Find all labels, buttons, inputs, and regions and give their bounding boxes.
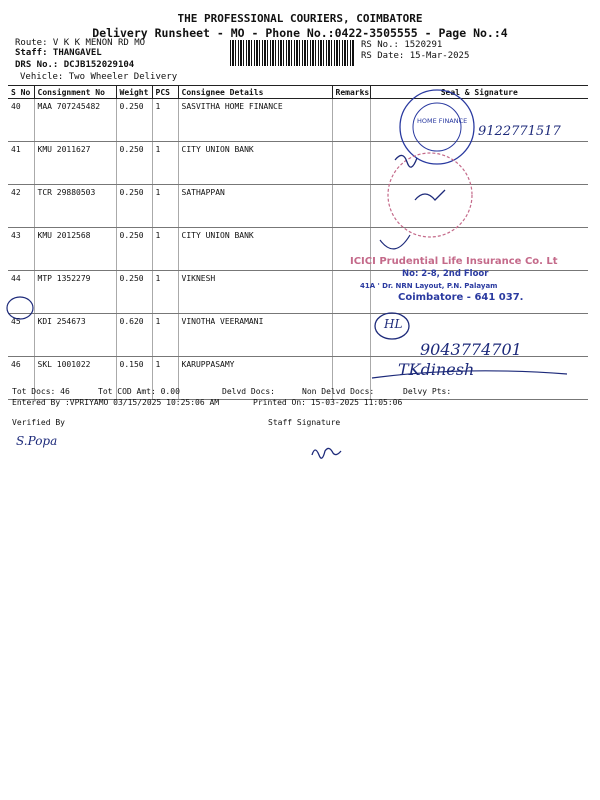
- handwritten-name: TKdinesh: [398, 360, 475, 379]
- cell-consignment: SKL 1001022: [34, 357, 116, 400]
- cell-consignment: KMU 2012568: [34, 228, 116, 271]
- col-sno: S No: [8, 86, 34, 99]
- entered-by: Entered By :VPRIYAMO 03/15/2025 10:25:06 AM: [12, 398, 220, 407]
- insurance-stamp-line3: 41A ' Dr. NRN Layout, P.N. Palayam: [360, 282, 498, 290]
- cell-pcs: 1: [152, 271, 178, 314]
- route-label: Route: V K K MENON RD MO: [15, 38, 146, 48]
- cell-weight: 0.250: [116, 185, 152, 228]
- handwritten-phone-2: 9043774701: [420, 340, 522, 359]
- cell-consignment: MTP 1352279: [34, 271, 116, 314]
- delvd-docs: Delvd Docs:: [222, 387, 275, 396]
- signature-scribble: [415, 190, 445, 200]
- cell-consignee: KARUPPASAMY: [178, 357, 332, 400]
- cell-consignee: SASVITHA HOME FINANCE: [178, 99, 332, 142]
- col-consignment: Consignment No: [34, 86, 116, 99]
- cell-consignee: CITY UNION BANK: [178, 228, 332, 271]
- cell-weight: 0.250: [116, 99, 152, 142]
- cell-pcs: 1: [152, 142, 178, 185]
- cell-weight: 0.250: [116, 271, 152, 314]
- insurance-stamp-line1: ICICI Prudential Life Insurance Co. Lt: [350, 256, 558, 267]
- col-consignee: Consignee Details: [178, 86, 332, 99]
- rs-number: RS No.: 1520291: [361, 40, 443, 50]
- cell-pcs: 1: [152, 185, 178, 228]
- cell-sno: 44: [8, 271, 34, 314]
- insurance-stamp-line4: Coimbatore - 641 037.: [398, 292, 524, 303]
- col-weight: Weight: [116, 86, 152, 99]
- handwritten-hl: HL: [384, 317, 403, 331]
- insurance-stamp-line2: No: 2-8, 2nd Floor: [402, 269, 489, 279]
- printed-on: Printed On: 15-03-2025 11:05:06: [253, 398, 403, 407]
- cell-weight: 0.150: [116, 357, 152, 400]
- signature-scribble: [395, 155, 417, 167]
- row45-circle-mark: [7, 297, 33, 319]
- signature-scribble: [380, 235, 410, 249]
- non-delvd-docs: Non Delvd Docs:: [302, 387, 375, 396]
- cell-weight: 0.620: [116, 314, 152, 357]
- verified-signature: S.Popa: [16, 434, 58, 448]
- col-remarks: Remarks: [332, 86, 370, 99]
- cell-consignment: KDI 254673: [34, 314, 116, 357]
- delvy-pts: Delvy Pts:: [403, 387, 452, 396]
- cell-sno: 42: [8, 185, 34, 228]
- cell-consignee: VIKNESH: [178, 271, 332, 314]
- cell-pcs: 1: [152, 314, 178, 357]
- handwritten-phone-1: 9122771517: [478, 124, 561, 139]
- cell-consignment: TCR 29880503: [34, 185, 116, 228]
- cell-consignment: MAA 707245482: [34, 99, 116, 142]
- cell-consignee: CITY UNION BANK: [178, 142, 332, 185]
- cell-pcs: 1: [152, 357, 178, 400]
- cell-consignment: KMU 2011627: [34, 142, 116, 185]
- cell-consignee: SATHAPPAN: [178, 185, 332, 228]
- cell-pcs: 1: [152, 99, 178, 142]
- runsheet-subtitle: Delivery Runsheet - MO - Phone No.:0422-3505555 - Page No.:4: [92, 26, 508, 40]
- tot-docs: Tot Docs: 46: [12, 387, 70, 396]
- staff-signature-scribble: [312, 448, 341, 458]
- cell-sno: 45: [8, 314, 34, 357]
- staff-label: Staff: THANGAVEL: [15, 48, 102, 58]
- round-seal-icon: [400, 90, 474, 164]
- col-seal-signature: Seal & Signature: [370, 86, 588, 99]
- vehicle-label: Vehicle: Two Wheeler Delivery: [20, 72, 178, 82]
- rs-date: RS Date: 15-Mar-2025: [361, 51, 470, 61]
- cell-pcs: 1: [152, 228, 178, 271]
- seal-text: HOME FINANCE: [417, 117, 468, 125]
- cell-sno: 40: [8, 99, 34, 142]
- verified-by-label: Verified By: [12, 418, 65, 427]
- drs-number: DRS No.: DCJB152029104: [15, 60, 135, 70]
- cell-consignee: VINOTHA VEERAMANI: [178, 314, 332, 357]
- staff-signature-label: Staff Signature: [268, 418, 341, 427]
- cell-weight: 0.250: [116, 228, 152, 271]
- cell-sno: 41: [8, 142, 34, 185]
- cell-sno: 43: [8, 228, 34, 271]
- company-title: THE PROFESSIONAL COURIERS, COIMBATORE: [177, 12, 423, 25]
- cell-weight: 0.250: [116, 142, 152, 185]
- tot-cod-amount: Tot COD Amt: 0.00: [98, 387, 180, 396]
- col-pcs: PCS: [152, 86, 178, 99]
- cell-sno: 46: [8, 357, 34, 400]
